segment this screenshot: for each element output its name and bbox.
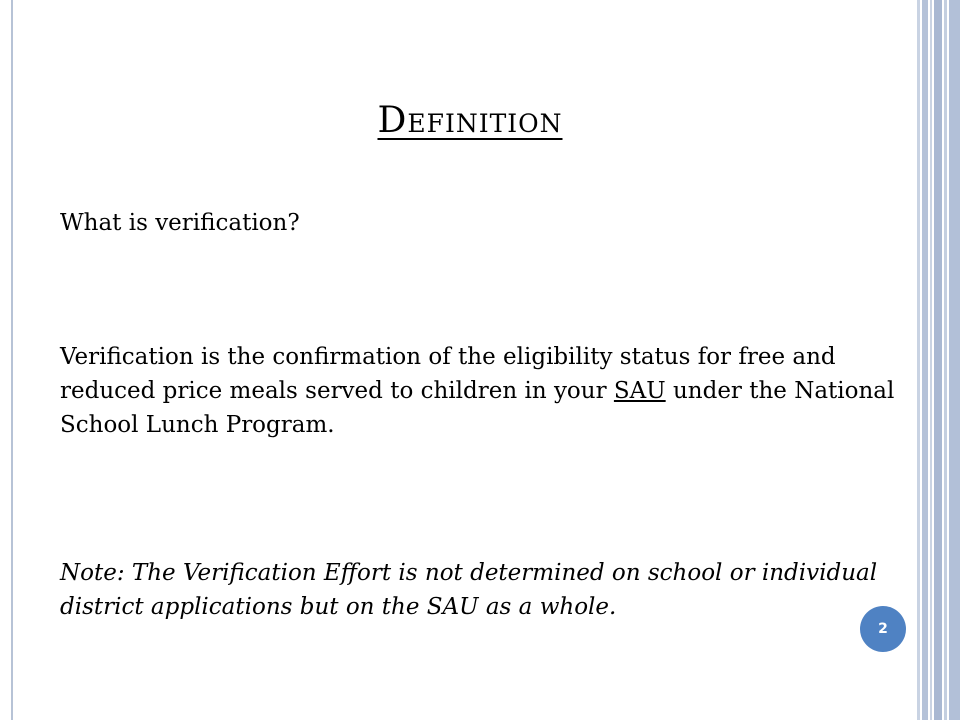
definition-paragraph <box>60 340 895 442</box>
definition-part-2: under the National School Lunch Program. <box>60 378 895 438</box>
slide-title <box>0 100 940 141</box>
page-number: 2 <box>878 621 888 637</box>
slide-title-text: Definition <box>377 100 563 141</box>
sau-term: SAU <box>613 378 666 404</box>
decorative-stripe <box>944 0 947 720</box>
definition-part-1: Verification is the confirmation of the eligibility status for free and reduced price meals served to children in your <box>60 344 836 404</box>
page-number-badge <box>860 606 906 652</box>
question-text: What is verification? <box>60 210 300 236</box>
decorative-stripe <box>949 0 960 720</box>
note-paragraph: Note: The Verification Effort is not determined on school or individual district applications but on the SAU as a whole. <box>60 560 878 620</box>
